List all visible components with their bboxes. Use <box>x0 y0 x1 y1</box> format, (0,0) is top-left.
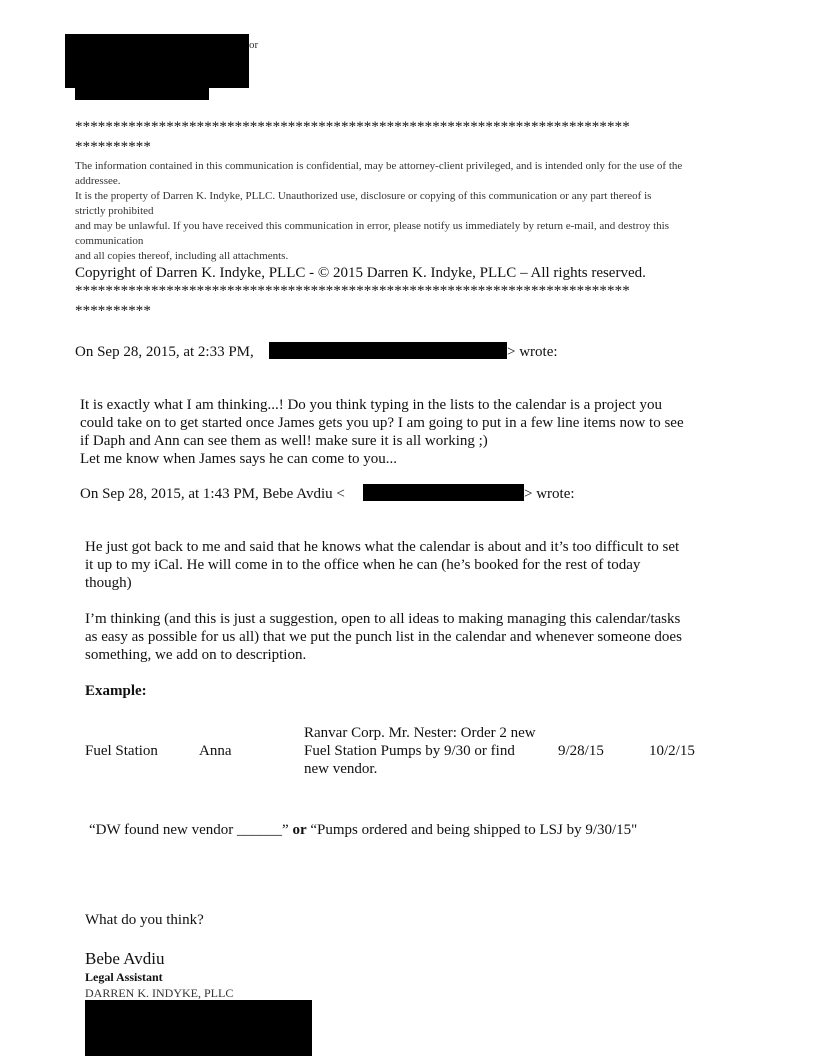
redacted-block <box>65 34 249 88</box>
example-task-line: new vendor. <box>304 761 378 777</box>
example-due-date: 10/2/15 <box>649 743 695 759</box>
message-line: I’m thinking (and this is just a suggestion, open to all ideas to making managing this calendar/tasks <box>85 611 681 627</box>
message-line: if Daph and Ann can see them as well! make sure it is all working ;) <box>80 433 488 449</box>
disclaimer-line: and may be unlawful. If you have received this communication in error, please notify us immediately by return e-mail, and destroy this <box>75 220 669 232</box>
disclaimer-line: addressee. <box>75 175 121 187</box>
redacted-signature-block <box>85 1000 312 1056</box>
disclaimer-line: The information contained in this communication is confidential, may be attorney-client privileged, and is intended only for the use of the <box>75 160 683 172</box>
signature-title: Legal Assistant <box>85 970 163 984</box>
disclaimer-line: communication <box>75 235 144 247</box>
message-line: it up to my iCal. He will come in to the office when he can (he’s booked for the rest of today <box>85 557 641 573</box>
example-update-text <box>89 821 637 839</box>
example-label: Example: <box>85 683 147 699</box>
example-task-line: Fuel Station Pumps by 9/30 or find <box>304 743 515 759</box>
message-line: as easy as possible for us all) that we put the punch list in the calendar and whenever someone does <box>85 629 682 645</box>
redacted-block <box>75 86 209 100</box>
message-line: He just got back to me and said that he knows what the calendar is about and it’s too difficult to set <box>85 539 680 555</box>
closing-question: What do you think? <box>85 912 204 928</box>
quote-or: or <box>292 822 307 838</box>
example-location: Fuel Station <box>85 743 158 759</box>
signature-firm: DARREN K. INDYKE, PLLC <box>85 986 234 1000</box>
reply-header-prefix: On Sep 28, 2015, at 2:33 PM, <box>75 344 254 360</box>
copyright-line: Copyright of Darren K. Indyke, PLLC - © 2015 Darren K. Indyke, PLLC – All rights reserved. <box>75 265 646 281</box>
message-line: though) <box>85 575 132 591</box>
message-line: something, we add on to description. <box>85 647 307 663</box>
signature-name: Bebe Avdiu <box>85 949 165 968</box>
reply-header-suffix: > wrote: <box>507 344 558 360</box>
reply-header-prefix: On Sep 28, 2015, at 1:43 PM, Bebe Avdiu < <box>80 486 345 502</box>
message-line: could take on to get started once James gets you up? I am going to put in a few line items now to see <box>80 415 684 431</box>
example-task-line: Ranvar Corp. Mr. Nester: Order 2 new <box>304 725 536 741</box>
redacted-email <box>363 484 524 501</box>
reply-header-suffix: > wrote: <box>524 486 575 502</box>
partial-header-text: or <box>249 39 259 51</box>
message-line: It is exactly what I am thinking...! Do you think typing in the lists to the calendar is a project you <box>80 397 662 413</box>
star-divider: ************************************************************************* <box>75 283 630 299</box>
message-line: Let me know when James says he can come to you... <box>80 451 397 467</box>
disclaimer-line: It is the property of Darren K. Indyke, PLLC. Unauthorized use, disclosure or copying of this communication or any part thereof is <box>75 190 652 202</box>
example-start-date: 9/28/15 <box>558 743 604 759</box>
quote-b: “Pumps ordered and being shipped to LSJ by 9/30/15" <box>310 822 638 838</box>
star-divider: ********** <box>75 139 151 155</box>
redacted-email <box>269 342 507 359</box>
star-divider: ********** <box>75 303 151 319</box>
star-divider: ************************************************************************* <box>75 119 630 135</box>
example-person: Anna <box>199 743 232 759</box>
quote-a: “DW found new vendor ______” <box>89 822 289 838</box>
disclaimer-line: and all copies thereof, including all attachments. <box>75 250 289 262</box>
disclaimer-line: strictly prohibited <box>75 205 154 217</box>
